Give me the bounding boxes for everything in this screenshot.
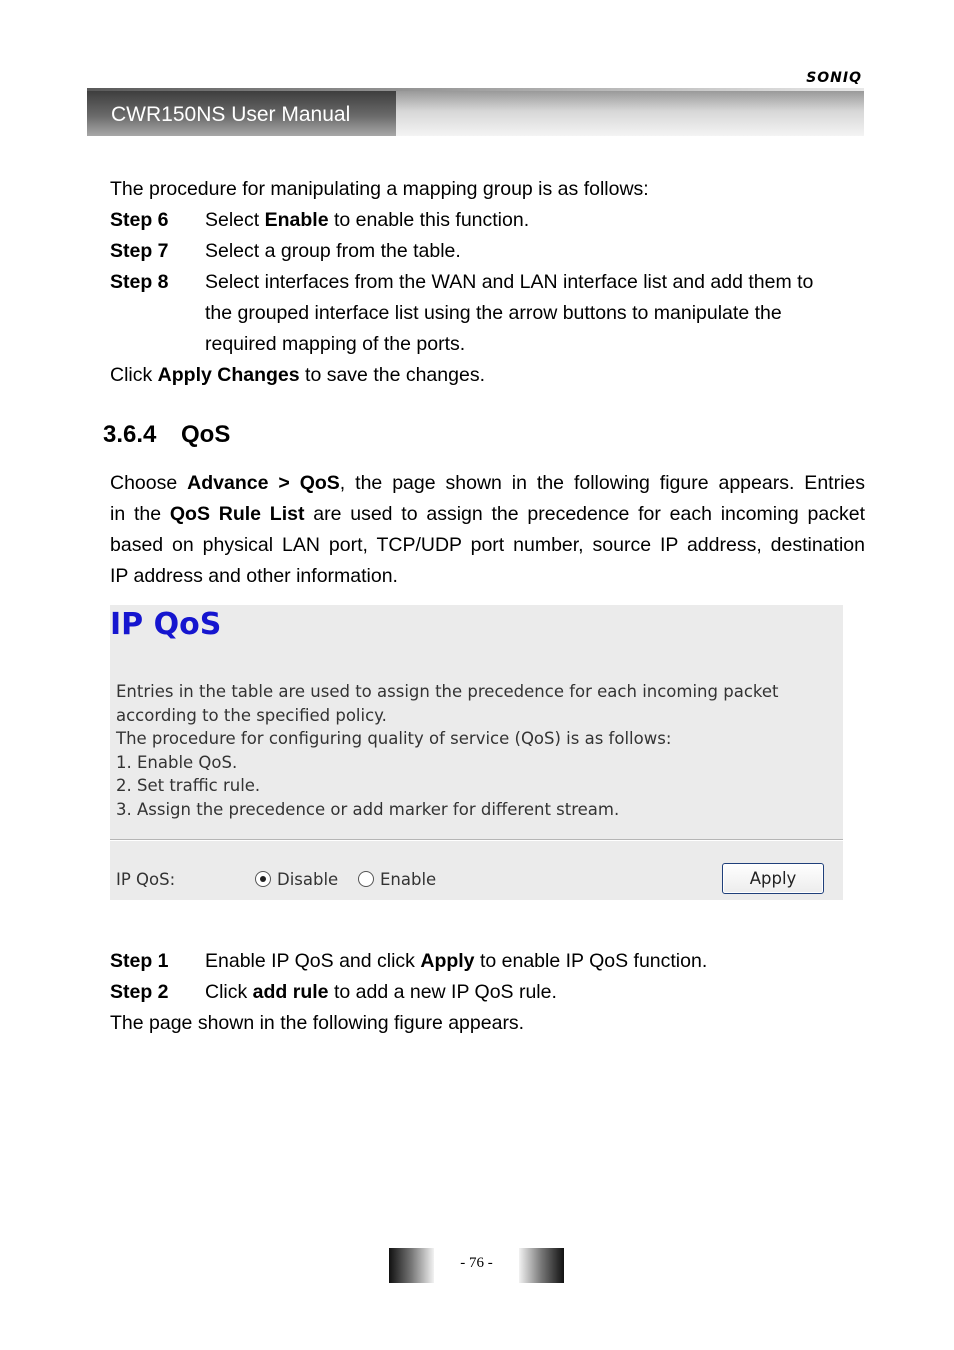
apply-button[interactable]: Apply	[722, 863, 824, 894]
intro-text: The procedure for manipulating a mapping group is as follows:	[110, 178, 649, 200]
section-number: 3.6.4	[103, 421, 157, 448]
section-heading	[103, 421, 230, 449]
step-text: Enable IP QoS and click Apply to enable IP QoS function.	[205, 950, 708, 972]
step-text-line: Select interfaces from the WAN and LAN interface list and add them to	[205, 271, 814, 293]
disable-radio-label[interactable]: Disable	[277, 870, 339, 889]
step-text: Click add rule to add a new IP QoS rule.	[205, 981, 557, 1003]
step-label: Step 6	[110, 209, 169, 231]
closing-text: The page shown in the following figure appears.	[110, 1012, 525, 1034]
step-text: Select Enable to enable this function.	[205, 209, 530, 231]
ip-qos-label: IP QoS:	[116, 870, 176, 889]
step-text: Select a group from the table.	[205, 240, 461, 262]
panel-divider	[110, 839, 843, 840]
step-label: Step 7	[110, 240, 169, 262]
panel-title: IP QoS	[110, 607, 222, 642]
footer-gradient-right	[519, 1248, 564, 1283]
brand-logo: SONIQ	[806, 70, 862, 86]
step-text-line: required mapping of the ports.	[205, 333, 466, 355]
enable-radio-label[interactable]: Enable	[380, 870, 437, 889]
panel-description: Entries in the table are used to assign the precedence for each incoming packet according to the specified policy. The procedure for configuring quality of service (QoS) is as follows: 1. Enable QoS. 2. Set traffic rule. 3. Assign the precedence or add marker for different stream.	[116, 682, 779, 819]
disable-radio[interactable]	[255, 871, 271, 887]
section-paragraph: Choose Advance > QoS, the page shown in the following figure appears. Entries in the QoS Rule List are used to assign the precedence for each incoming packet based on physical LAN port, TCP/UDP port number, source IP address, destination IP address and other information.	[110, 472, 865, 587]
footer-gradient-left	[389, 1248, 434, 1283]
step-label: Step 8	[110, 271, 169, 293]
enable-radio[interactable]	[358, 871, 374, 887]
step-text-line: the grouped interface list using the arrow buttons to manipulate the	[205, 302, 782, 324]
section-title: QoS	[181, 421, 231, 448]
step-label: Step 2	[110, 981, 169, 1003]
apply-note: Click Apply Changes to save the changes.	[110, 364, 485, 386]
manual-title: CWR150NS User Manual	[111, 103, 351, 126]
page-number: - 76 -	[460, 1255, 493, 1271]
ip-qos-panel	[110, 605, 843, 900]
step-label: Step 1	[110, 950, 169, 972]
